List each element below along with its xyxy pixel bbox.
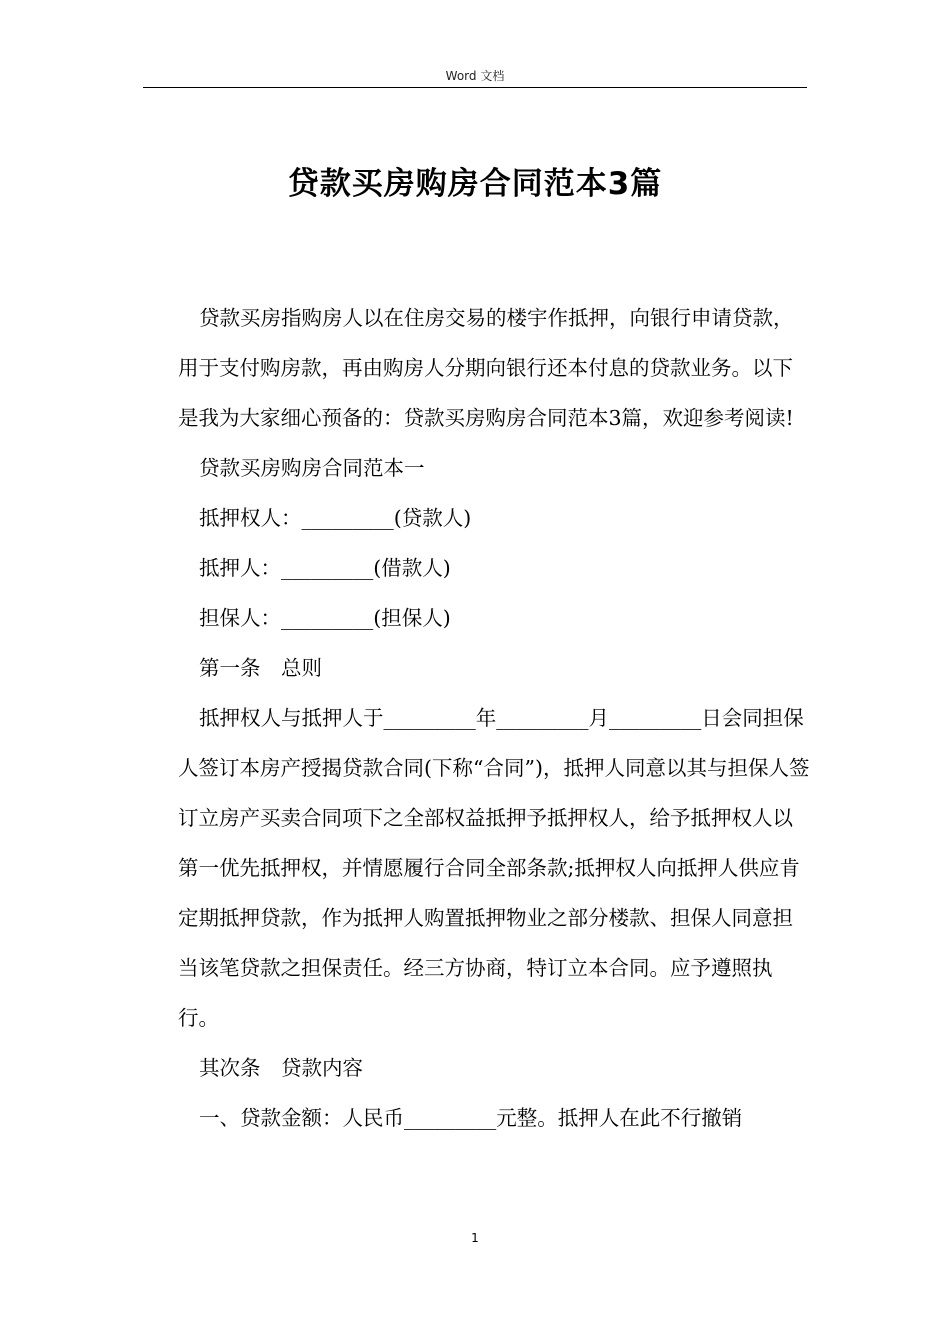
paragraph-article-2-heading: 其次条 贷款内容 <box>199 1056 363 1080</box>
paragraph-mortgagor: 抵押人：_________(借款人) <box>199 556 451 580</box>
document-body <box>178 293 812 1143</box>
paragraph-article-1-heading: 第一条 总则 <box>199 656 322 680</box>
paragraph-section-heading: 贷款买房购房合同范本一 <box>199 456 425 480</box>
paragraph-article-1-body: 抵押权人与抵押人于_________年_________月_________日会同担保人签订本房产授揭贷款合同(下称“合同”)，抵押人同意以其与担保人签订立房产买卖合同项下之全部权益抵押予抵押权人，给予抵押权人以第一优先抵押权，并情愿履行合同全部条款;抵押权人向抵押人供应肯定期抵押贷款，作为抵押人购置抵押物业之部分楼款、担保人同意担当该笔贷款之担保责任。经三方协商，特订立本合同。应予遵照执行。 <box>178 706 810 1030</box>
paragraph-guarantor: 担保人：_________(担保人) <box>199 606 451 630</box>
document-title: 贷款买房购房合同范本3篇 <box>287 166 663 202</box>
page-header: Word 文档 <box>445 69 505 83</box>
paragraph-mortgagee: 抵押权人：_________(贷款人) <box>199 506 472 530</box>
paragraph-intro: 贷款买房指购房人以在住房交易的楼宇作抵押，向银行申请贷款，用于支付购房款，再由购房人分期向银行还本付息的贷款业务。以下是我为大家细心预备的：贷款买房购房合同范本3篇，欢迎参考阅读! <box>178 306 794 430</box>
page-number: 1 <box>471 1231 479 1245</box>
header-divider <box>143 87 807 88</box>
paragraph-loan-amount: 一、贷款金额：人民币_________元整。抵押人在此不行撤销 <box>199 1106 743 1130</box>
